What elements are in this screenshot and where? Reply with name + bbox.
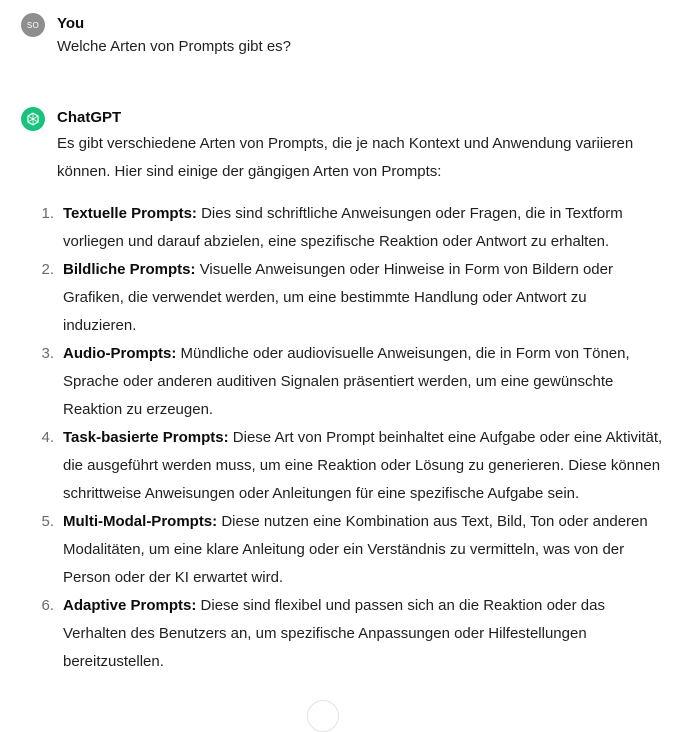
user-author-name: You	[57, 15, 85, 32]
list-item-term: Adaptive Prompts:	[63, 597, 197, 614]
list-item-term: Bildliche Prompts:	[63, 261, 196, 278]
user-avatar-initials: SO	[26, 20, 40, 30]
list-item-number: 3.	[41, 345, 54, 362]
list-item-number: 6.	[41, 597, 54, 614]
list-item-description: Diese sind flexibel und passen sich an die Reaktion oder das Verhalten des Benutzers an, um spezifische Anpassungen oder Hilfestellungen bereitzustellen.	[63, 597, 605, 670]
openai-logo-icon	[21, 107, 45, 131]
list-item	[41, 340, 677, 424]
user-avatar	[21, 13, 45, 37]
list-item-description: Diese nutzen eine Kombination aus Text, Bild, Ton oder anderen Modalitäten, um eine klare Anleitung oder ein Verständnis zu vermitteln, was von der Person oder der KI erwartet wird.	[63, 513, 648, 586]
assistant-intro-text: Es gibt verschiedene Arten von Prompts, die je nach Kontext und Anwendung variieren können. Hier sind einige der gängigen Arten von Prompts:	[57, 135, 634, 180]
list-item-number: 4.	[41, 429, 54, 446]
list-item	[41, 592, 677, 676]
prompt-types-list	[41, 200, 677, 676]
list-item-description: Mündliche oder audiovisuelle Anweisungen, die in Form von Tönen, Sprache oder anderen auditiven Signalen präsentiert werden, um eine gewünschte Reaktion zu erzeugen.	[63, 345, 630, 418]
list-item-term: Task-basierte Prompts:	[63, 429, 229, 446]
list-item-description: Dies sind schriftliche Anweisungen oder Fragen, die in Textform vorliegen und darauf abzielen, eine spezifische Reaktion oder Antwort zu erhalten.	[63, 205, 623, 250]
list-item-number: 5.	[41, 513, 54, 530]
list-item-number: 2.	[41, 261, 54, 278]
list-item-term: Multi-Modal-Prompts:	[63, 513, 218, 530]
list-item-term: Textuelle Prompts:	[63, 205, 197, 222]
list-item-description: Diese Art von Prompt beinhaltet eine Aufgabe oder eine Aktivität, die ausgeführt werden muss, um eine Reaktion oder Lösung zu generieren. Diese können schrittweise Anweisungen oder Anleitungen für eine spezifische Aufgabe sein.	[63, 429, 663, 502]
list-item-term: Audio-Prompts:	[63, 345, 177, 362]
list-item	[41, 424, 677, 508]
list-item-description: Visuelle Anweisungen oder Hinweise in Form von Bildern oder Grafiken, die verwendet werden, um eine bestimmte Handlung oder Antwort zu induzieren.	[63, 261, 613, 334]
list-item	[41, 200, 677, 256]
assistant-message-body	[41, 130, 677, 676]
list-item	[41, 256, 677, 340]
scroll-to-bottom-button[interactable]	[307, 700, 339, 732]
assistant-author-name: ChatGPT	[57, 109, 122, 126]
list-item-number: 1.	[41, 205, 54, 222]
list-item	[41, 508, 677, 592]
user-message-text: Welche Arten von Prompts gibt es?	[57, 38, 292, 55]
